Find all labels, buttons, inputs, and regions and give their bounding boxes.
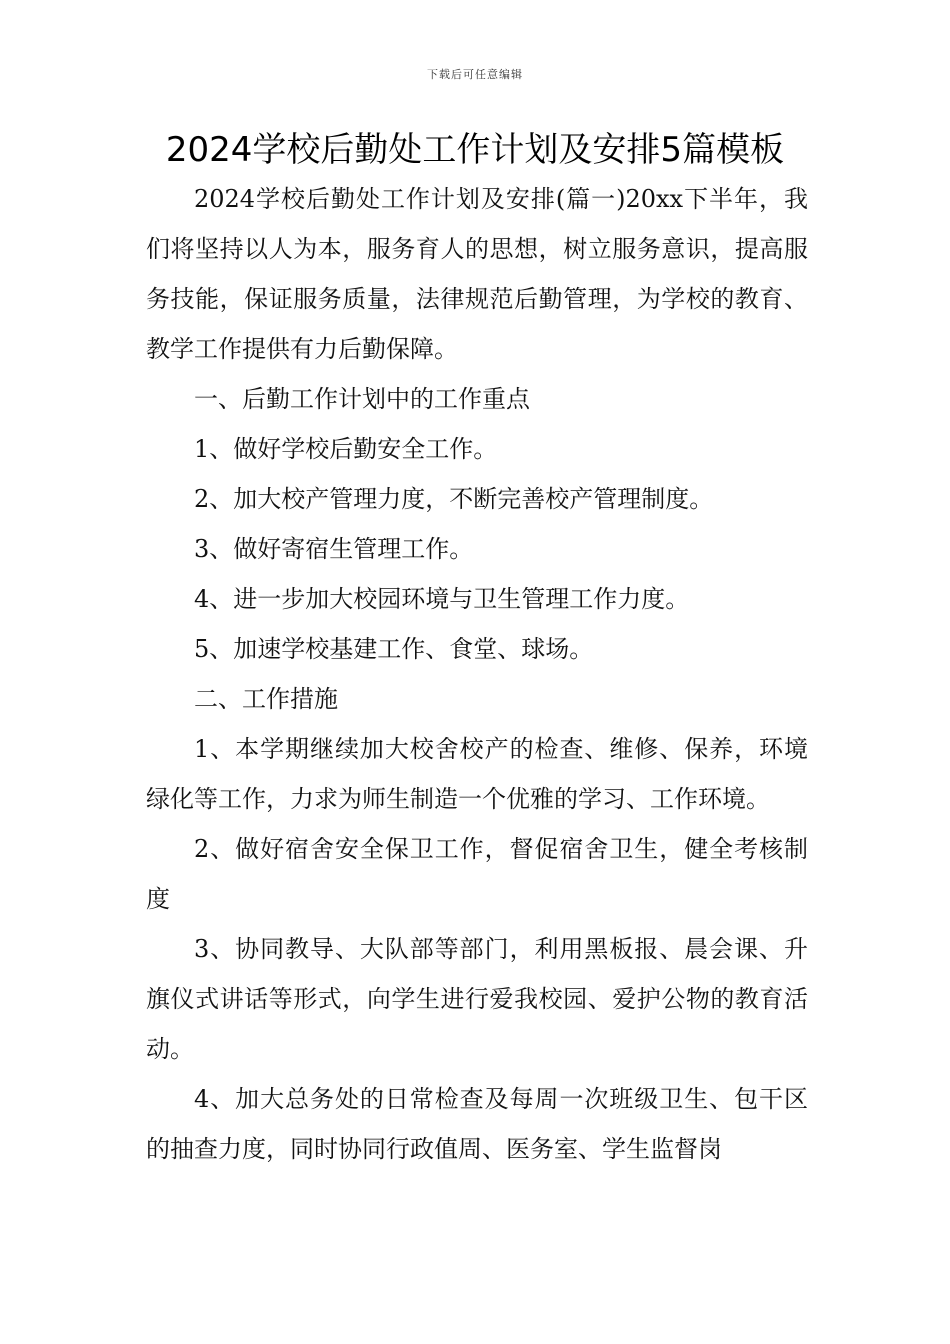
list-item: 1、本学期继续加大校舍校产的检查、维修、保养，环境绿化等工作，力求为师生制造一个优雅的学习、工作环境。 — [146, 735, 808, 813]
list-item: 3、做好寄宿生管理工作。 — [194, 535, 474, 563]
list-item: 4、进一步加大校园环境与卫生管理工作力度。 — [194, 585, 690, 613]
list-item: 3、协同教导、大队部等部门，利用黑板报、晨会课、升旗仪式讲话等形式，向学生进行爱我校园、爱护公物的教育活动。 — [146, 935, 808, 1063]
list-item: 2、加大校产管理力度，不断完善校产管理制度。 — [194, 485, 714, 513]
header-note: 下载后可任意编辑 — [427, 68, 523, 81]
document-body — [146, 174, 808, 1174]
section-heading-focus: 一、后勤工作计划中的工作重点 — [194, 385, 530, 413]
paragraph-intro: 2024学校后勤处工作计划及安排(篇一)20xx下半年，我们将坚持以人为本，服务育人的思想，树立服务意识，提高服务技能，保证服务质量，法律规范后勤管理，为学校的教育、教学工作提供有力后勤保障。 — [146, 185, 808, 363]
document-title: 2024学校后勤处工作计划及安排5篇模板 — [165, 130, 785, 170]
list-item: 1、做好学校后勤安全工作。 — [194, 435, 498, 463]
list-item: 5、加速学校基建工作、食堂、球场。 — [194, 635, 594, 663]
list-item: 4、加大总务处的日常检查及每周一次班级卫生、包干区的抽查力度，同时协同行政值周、医务室、学生监督岗 — [146, 1085, 808, 1163]
section-heading-measures: 二、工作措施 — [194, 685, 338, 713]
list-item: 2、做好宿舍安全保卫工作，督促宿舍卫生，健全考核制度 — [146, 835, 808, 913]
